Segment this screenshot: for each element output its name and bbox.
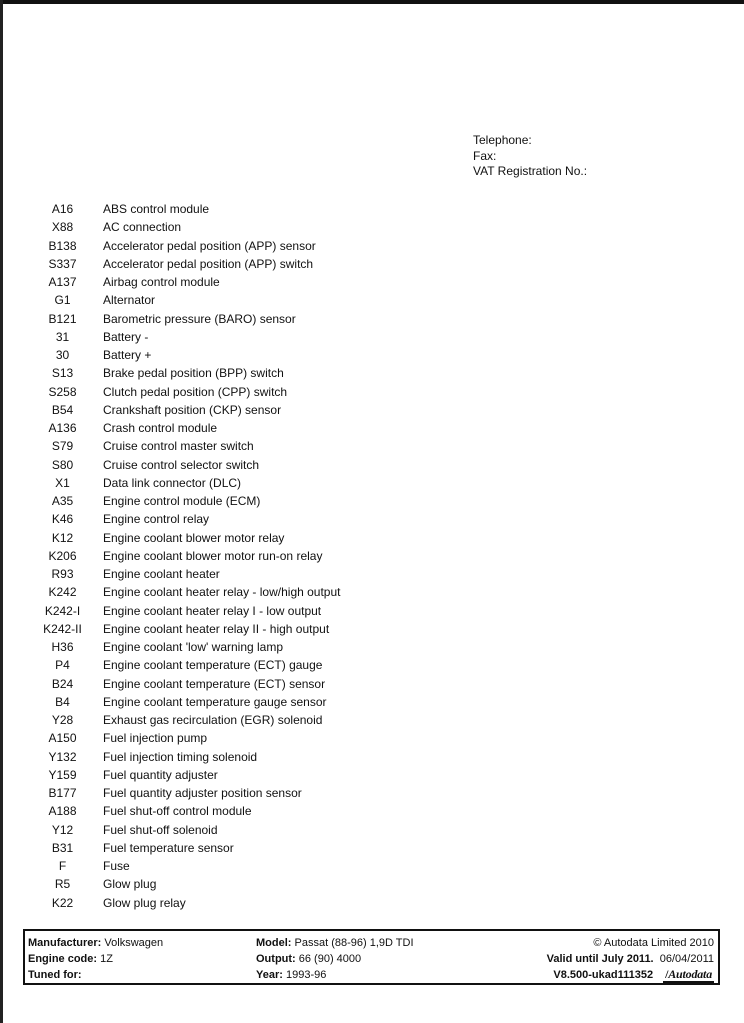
- component-code: X88: [51, 220, 74, 235]
- component-description: Engine control relay: [103, 512, 210, 527]
- component-code: A16: [51, 202, 74, 216]
- year-label: Year:: [256, 969, 283, 981]
- component-description: ABS control module: [103, 202, 210, 216]
- component-code: P4: [55, 658, 70, 673]
- fax-label: Fax:: [473, 148, 497, 163]
- component-code: A136: [48, 421, 77, 435]
- component-code: B121: [48, 311, 77, 326]
- year-value: 1993-96: [285, 969, 327, 981]
- page-left-border: [0, 0, 3, 1023]
- component-code: S258: [48, 384, 77, 399]
- component-code: A150: [48, 731, 77, 746]
- component-description: Brake pedal position (BPP) switch: [103, 366, 284, 381]
- component-code: A137: [48, 275, 77, 289]
- output-label: Output:: [256, 953, 296, 965]
- component-description: Accelerator pedal position (APP) switch: [103, 256, 314, 271]
- tuned-for-line: [28, 967, 163, 983]
- component-description: Fuel quantity adjuster position sensor: [103, 786, 302, 800]
- component-description: Engine control module (ECM): [103, 494, 261, 508]
- logo-slash-icon: /: [665, 966, 669, 981]
- vat-label: VAT Registration No.:: [473, 164, 588, 178]
- page-top-border: [0, 0, 744, 4]
- component-description: Fuel injection pump: [103, 731, 208, 746]
- component-code: S337: [48, 256, 77, 271]
- component-description: Battery +: [103, 348, 152, 362]
- component-code: R93: [51, 567, 74, 581]
- output-line: [256, 951, 414, 967]
- component-code: S79: [51, 439, 74, 454]
- footer-model-column: [256, 935, 414, 983]
- component-description: Engine coolant temperature (ECT) gauge: [103, 658, 323, 673]
- component-code: Y159: [48, 767, 77, 782]
- component-description: Fuel injection timing solenoid: [103, 749, 258, 764]
- autodata-logo: [663, 968, 714, 983]
- component-description: Fuel quantity adjuster: [103, 767, 218, 782]
- engine-code-line: [28, 951, 163, 967]
- component-description: Glow plug: [103, 877, 157, 892]
- component-description: Fuel shut-off control module: [103, 804, 252, 819]
- component-code: Y12: [51, 822, 74, 837]
- component-code: 30: [55, 348, 70, 362]
- tuned-for-label: Tuned for:: [28, 969, 82, 981]
- component-description: Engine coolant 'low' warning lamp: [103, 640, 284, 654]
- logo-text: Autodata: [668, 966, 712, 981]
- component-code: K46: [51, 512, 74, 527]
- component-code: B31: [51, 840, 74, 855]
- version-line: [547, 967, 714, 983]
- manufacturer-label: Manufacturer:: [28, 937, 102, 949]
- component-description: Engine coolant heater: [103, 567, 220, 581]
- component-code: X1: [55, 475, 70, 490]
- print-date: 06/04/2011: [659, 953, 714, 965]
- engine-code-value: 1Z: [100, 953, 113, 965]
- component-description: Alternator: [103, 293, 156, 308]
- model-value: Passat (88-96) 1,9D TDI: [294, 937, 414, 949]
- component-description: Engine coolant temperature (ECT) sensor: [103, 676, 326, 691]
- component-code: H36: [51, 640, 74, 654]
- manufacturer-line: [28, 935, 163, 951]
- footer-vehicle-column: [28, 935, 163, 983]
- component-code: Y28: [51, 713, 74, 727]
- engine-code-label: Engine code:: [28, 953, 98, 965]
- component-description: Accelerator pedal position (APP) sensor: [103, 238, 316, 253]
- component-code: K242: [48, 585, 77, 600]
- component-code: B138: [48, 238, 77, 253]
- component-description: Engine coolant heater relay I - low output: [103, 603, 322, 618]
- component-description: Engine coolant temperature gauge sensor: [103, 694, 327, 709]
- copyright-text: © Autodata Limited 2010: [593, 937, 714, 949]
- component-code: A35: [51, 494, 74, 508]
- component-description: Exhaust gas recirculation (EGR) solenoid: [103, 713, 323, 727]
- component-description: Engine coolant blower motor relay: [103, 530, 285, 545]
- component-code: K22: [51, 895, 74, 910]
- component-code: 31: [55, 329, 70, 344]
- component-description: Data link connector (DLC): [103, 475, 242, 490]
- component-code: B54: [51, 402, 74, 417]
- footer-info-box: [23, 929, 720, 985]
- component-code: F: [58, 859, 67, 873]
- component-code: A188: [48, 804, 77, 819]
- telephone-label: Telephone:: [473, 133, 532, 147]
- component-code: K206: [48, 548, 77, 563]
- component-description: Cruise control selector switch: [103, 457, 260, 472]
- component-code: K242-II: [43, 621, 82, 636]
- component-code: K242-I: [44, 603, 81, 618]
- component-description: Engine coolant heater relay - low/high output: [103, 585, 341, 600]
- component-code: S13: [51, 366, 74, 381]
- output-value: 66 (90) 4000: [298, 953, 362, 965]
- component-description: Crash control module: [103, 421, 218, 435]
- component-description: Engine coolant heater relay II - high output: [103, 621, 330, 636]
- component-code: S80: [51, 457, 74, 472]
- component-description: Glow plug relay: [103, 895, 186, 910]
- valid-until-text: Valid until July 2011.: [546, 953, 654, 965]
- contact-block: [473, 133, 587, 180]
- component-code: Y132: [48, 749, 77, 764]
- component-description: Fuel shut-off solenoid: [103, 822, 218, 837]
- component-description: Fuel temperature sensor: [103, 840, 234, 855]
- component-description: Crankshaft position (CKP) sensor: [103, 402, 282, 417]
- component-code: B4: [55, 694, 70, 709]
- model-line: [256, 935, 414, 951]
- manufacturer-value: Volkswagen: [104, 937, 164, 949]
- model-label: Model:: [256, 937, 292, 949]
- component-description: Battery -: [103, 329, 149, 344]
- component-description: Airbag control module: [103, 275, 220, 289]
- component-code: G1: [54, 293, 71, 308]
- component-description: Engine coolant blower motor run-on relay: [103, 548, 323, 563]
- validity-line: [547, 951, 714, 967]
- version-text: V8.500-ukad111352: [553, 969, 654, 981]
- year-line: [256, 967, 414, 983]
- component-code: K12: [51, 530, 74, 545]
- component-description: Clutch pedal position (CPP) switch: [103, 384, 288, 399]
- component-description: AC connection: [103, 220, 182, 235]
- component-code: B24: [51, 676, 74, 691]
- component-code: B177: [48, 786, 77, 800]
- component-description: Cruise control master switch: [103, 439, 254, 454]
- component-description: Barometric pressure (BARO) sensor: [103, 311, 296, 326]
- footer-publisher-column: [547, 935, 714, 983]
- component-code: R5: [54, 877, 71, 892]
- component-description: Fuse: [103, 859, 130, 873]
